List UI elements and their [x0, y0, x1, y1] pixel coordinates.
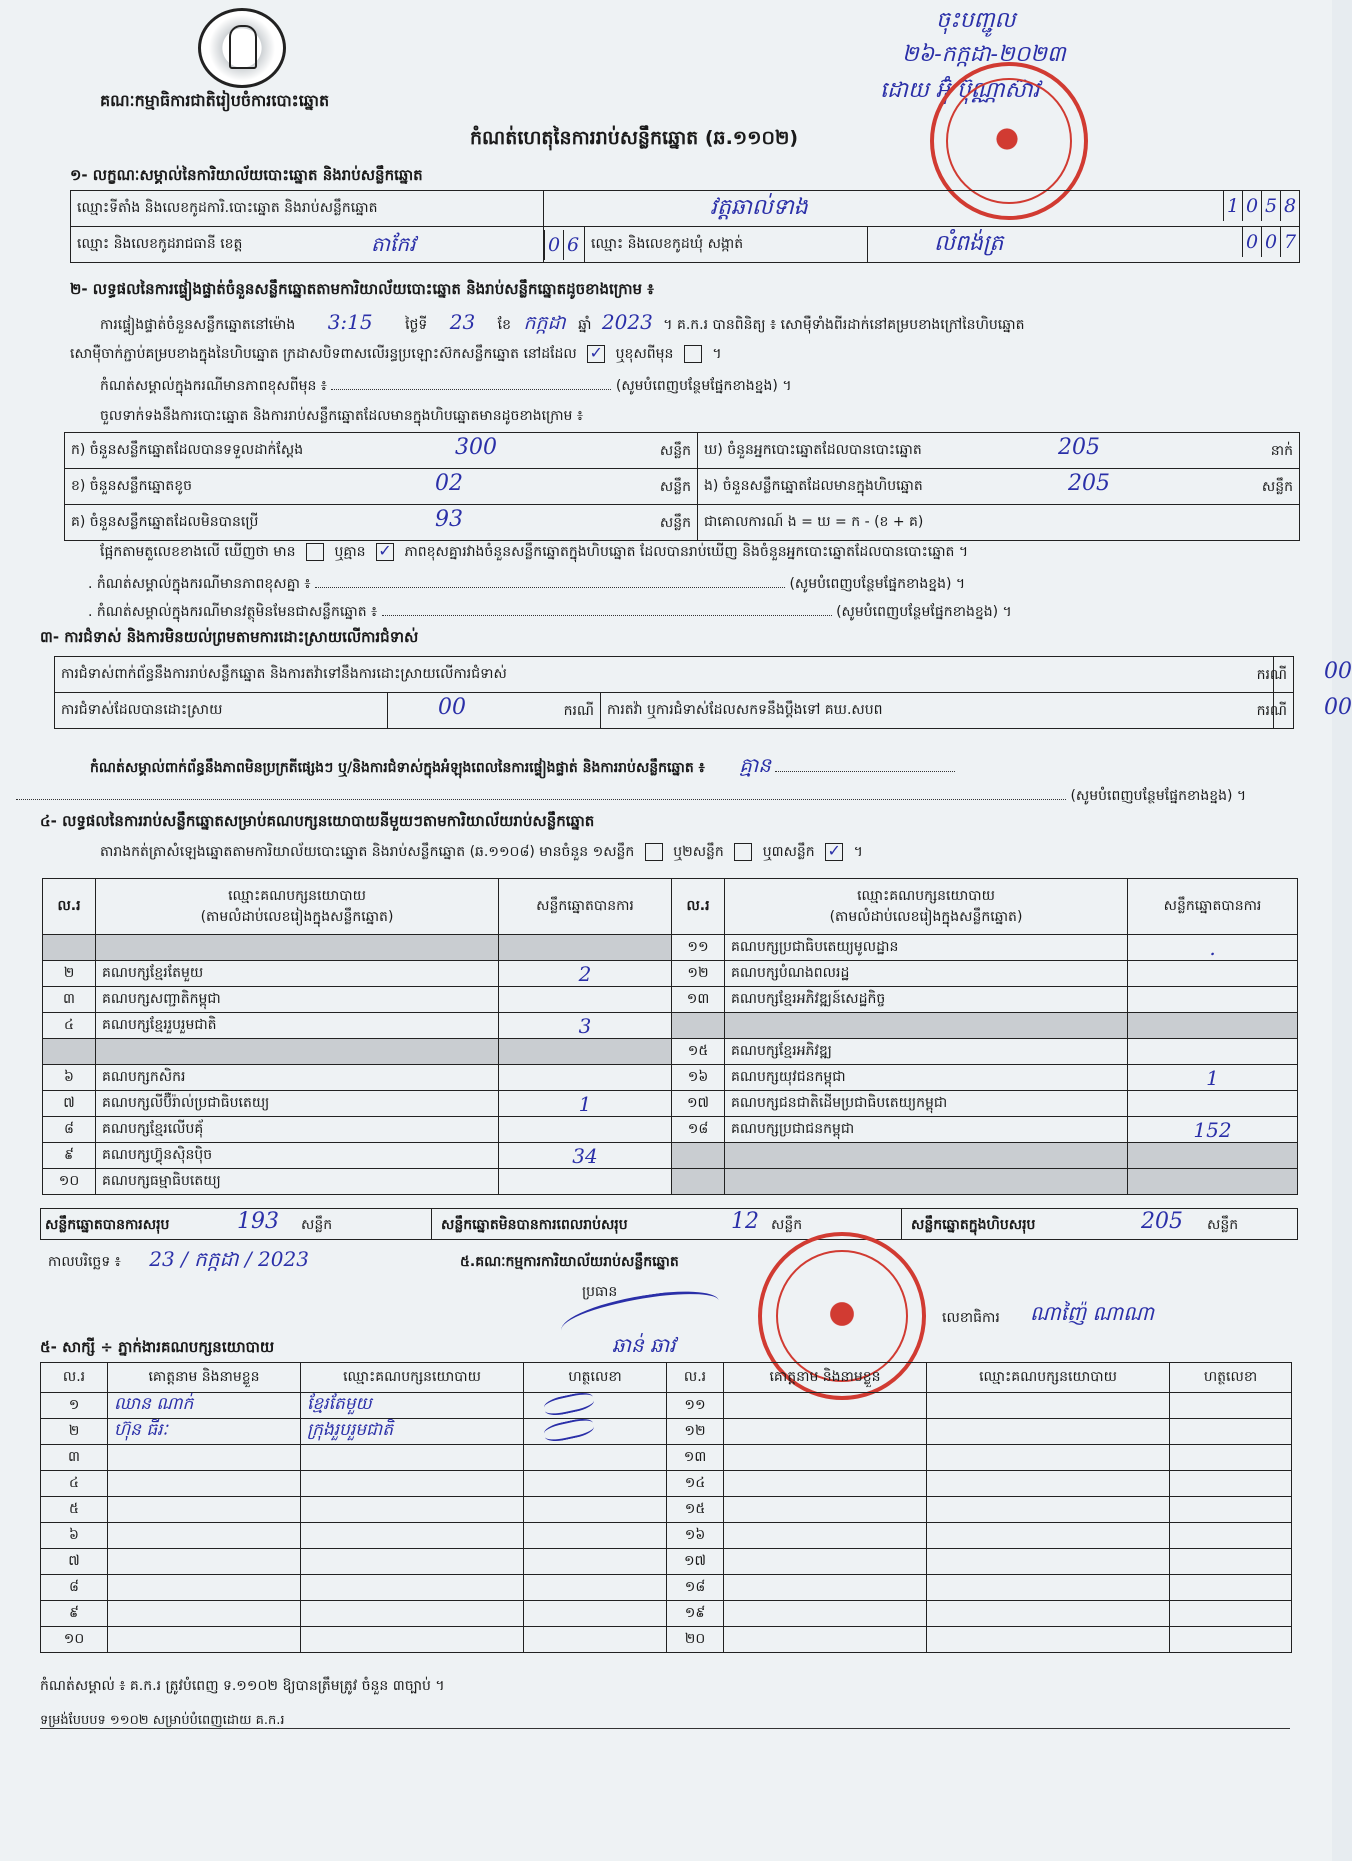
party-name: គណបក្សលីប៊ឺរ៉ាល់ប្រជាធិបតេយ្យ	[96, 1091, 499, 1117]
party-number: ១២	[672, 961, 725, 987]
party-number: ១៨	[672, 1117, 725, 1143]
witness-number: ១០	[41, 1627, 108, 1653]
party-name: គណបក្សបំណងពលរដ្ឋ	[725, 961, 1128, 987]
in-box-label: ង) ចំនួនសន្លឹកឆ្នោតដែលមានក្នុងហិបឆ្នោត	[704, 478, 923, 494]
total-in-box: 205	[1141, 1209, 1183, 1234]
witness-name	[108, 1445, 301, 1471]
witness-name	[108, 1523, 301, 1549]
party-number: ៤	[43, 1013, 96, 1039]
party-row	[43, 987, 1298, 1013]
party-row	[43, 1039, 1298, 1065]
witness-name	[108, 1497, 301, 1523]
checkbox-different[interactable]	[684, 345, 702, 363]
handwritten-note-3: ដោយ អ៊ុំ ប៊ុណ្ណាស៊ាវ	[880, 78, 1040, 103]
witness-number: ៨	[41, 1575, 108, 1601]
party-row	[43, 1143, 1298, 1169]
witness-row	[41, 1497, 1292, 1523]
witness-signature	[1170, 1419, 1292, 1445]
difference-remark: . កំណត់សម្គាល់ក្នុងករណីមានភាពខុសគ្នា ៖ (សូមបំពេញបន្ថែមផ្នែកខាងខ្នង) ។	[88, 576, 966, 592]
party-name: គណបក្សប្រជាជនកម្ពុជា	[725, 1117, 1128, 1143]
province-value: តាកែវ	[371, 232, 416, 256]
party-row	[43, 1169, 1298, 1195]
witness-name	[724, 1523, 927, 1549]
party-votes: .	[1128, 935, 1298, 961]
section1-title: ១- លក្ខណៈសម្គាល់នៃការិយាល័យបោះឆ្នោត និងរាប់សន្លឹកឆ្នោត	[70, 166, 423, 184]
party-votes: 1	[1128, 1065, 1298, 1091]
section4-title: ៤- លទ្ធផលនៃការរាប់សន្លឹកឆ្នោតសម្រាប់គណបក្សនយោបាយនីមួយៗតាមការិយាល័យរាប់សន្លឹកឆ្នោត	[40, 812, 595, 830]
party-number: ១៣	[672, 987, 725, 1013]
party-number: ៩	[43, 1143, 96, 1169]
witness-signature	[524, 1575, 667, 1601]
total-valid: 193	[237, 1209, 279, 1234]
witness-signature	[524, 1419, 667, 1445]
party-votes	[1128, 1091, 1298, 1117]
date-value: 23 / កក្កដា / 2023	[149, 1247, 309, 1271]
party-name: គណបក្សធម្មាធិបតេយ្យ	[96, 1169, 499, 1195]
party-row	[43, 935, 1298, 961]
party-number: ១១	[672, 935, 725, 961]
totals-line: សន្លឹកឆ្នោតបានការសរុប 193 សន្លឹក សន្លឹកឆ្នោតមិនបានការពេលរាប់សរុប 12 សន្លឹក សន្លឹកឆ្នោតក្នុងហិបសរុប 205 សន្លឹក	[40, 1208, 1298, 1240]
voters-label: ឃ) ចំនួនអ្នកបោះឆ្នោតដែលបានបោះឆ្នោត	[704, 442, 922, 458]
party-row	[43, 961, 1298, 987]
irregularity-note: កំណត់សម្គាល់ពាក់ព័ន្ធនឹងភាពមិនប្រក្រតីផ្សេងៗ ឬ/និងការជំទាស់ក្នុងអំឡុងពេលនៃការផ្ទៀងផ្ទាត់ និងការរាប់សន្លឹកឆ្នោត ៖ គ្មាន	[90, 752, 955, 782]
witness-signature	[524, 1627, 667, 1653]
footer-rule	[40, 1728, 1290, 1729]
unused-value: 93	[435, 507, 463, 532]
witness-party	[301, 1497, 524, 1523]
witness-party	[301, 1601, 524, 1627]
party-number	[672, 1169, 725, 1195]
witness-number: ១៧	[667, 1549, 724, 1575]
witness-signature	[524, 1497, 667, 1523]
witness-signature	[524, 1523, 667, 1549]
party-name: គណបក្សសញ្ជាតិកម្ពុជា	[96, 987, 499, 1013]
witness-number: ៦	[41, 1523, 108, 1549]
party-number: ២	[43, 961, 96, 987]
party-votes	[1128, 961, 1298, 987]
difference-note-line: កំណត់សម្គាល់ក្នុងករណីមានភាពខុសពីមុន ៖ (សូមបំពេញបន្ថែមផ្នែកខាងខ្នង) ។	[100, 378, 792, 394]
checkbox-three-sheets[interactable]: ✓	[825, 843, 843, 861]
objection-label: ការជំទាស់ពាក់ព័ន្ធនឹងការរាប់សន្លឹកឆ្នោត និងការតវ៉ាទៅនឹងការដោះស្រាយលើការជំទាស់	[55, 657, 1274, 693]
party-name: គណបក្សហ៊្វុនស៊ិនប៉ិច	[96, 1143, 499, 1169]
party-rows	[43, 935, 1298, 1195]
verify-month: កក្កដា	[523, 312, 566, 334]
witness-number: ១៩	[667, 1601, 724, 1627]
witness-signature	[1170, 1393, 1292, 1419]
party-number: ៣	[43, 987, 96, 1013]
witness-party	[927, 1497, 1170, 1523]
party-results-table: ល.រ ឈ្មោះគណបក្សនយោបាយ (តាមលំដាប់លេខរៀងក្នុងសន្លឹកឆ្នោត) សន្លឹកឆ្នោតបានការ ល.រ ឈ្មោះគណបក្សនយោបាយ (តាមលំដាប់លេខរៀងក្នុងសន្លឹកឆ្នោត) សន្លឹកឆ្នោតបានការ ១១ គណបក្សប្រជាធិបតេយ្យមូលដ្ឋាន . ២ គណបក្សខ្មែរតែមួយ 2 ១២ គណបក្សបំណងពលរដ្ឋ ៣ គណបក្សសញ្ជាតិកម្ពុជា ១៣ គណបក្សខ្មែរអភិវឌ្ឍន៍សេដ្ឋកិច្ច ៤ គណបក្សខ្មែររួបរួមជាតិ 3 ១៥ គណបក្សខ្មែរអភិវឌ្ឍ ៦ គណបក្សកសិករ ១៦ គណបក្សយុវជនកម្ពុជា 1 ៧ គណបក្សលីប៊ឺរ៉ាល់ប្រជាធិបតេយ្យ 1 ១៧ គណបក្សជនជាតិដើមប្រជាធិបតេយ្យកម្ពុជា ៨ គណបក្សខ្មែរលើបគ័ុ ១៨ គណបក្សប្រជាជនកម្ពុជា 152 ៩ គណបក្សហ៊្វុនស៊ិនប៉ិច 34 ១០ គណបក្សធម្មាធិបតេយ្យ	[42, 878, 1298, 1195]
party-votes	[1128, 987, 1298, 1013]
witness-signature	[1170, 1445, 1292, 1471]
chair-label: ប្រធាន	[582, 1284, 618, 1300]
witness-signature	[1170, 1471, 1292, 1497]
total-invalid: 12	[731, 1209, 759, 1234]
commune-code: 0 0 7	[1242, 227, 1299, 257]
in-box-value: 205	[1068, 471, 1110, 496]
witness-row	[41, 1523, 1292, 1549]
witness-number: ១៣	[667, 1445, 724, 1471]
location-value: វត្តឆាល់ទាង	[710, 194, 808, 220]
party-votes	[1128, 1143, 1298, 1169]
handwritten-note-2: ២៦-កក្កដា-២០២៣	[902, 42, 1066, 67]
witness-number: ១២	[667, 1419, 724, 1445]
witness-party	[927, 1393, 1170, 1419]
witness-number: ១៥	[667, 1497, 724, 1523]
witness-name	[108, 1601, 301, 1627]
received-label: ក) ចំនួនសន្លឹកឆ្នោតដែលបានទទួលដាក់ស្ដែង	[71, 442, 304, 458]
chair-signature: ឆាន់ ឆាវ	[612, 1333, 676, 1357]
verify-day: 23	[449, 310, 476, 334]
ballot-count-intro: ចួលទាក់ទងនឹងការបោះឆ្នោត និងការរាប់សន្លឹកឆ្នោតដែលមានក្នុងហិបឆ្នោតមានដូចខាងក្រោម ៖	[100, 408, 584, 424]
witness-party	[927, 1445, 1170, 1471]
verify-time: 3:15	[327, 310, 373, 334]
witness-number: ១៨	[667, 1575, 724, 1601]
party-number: ៧	[43, 1091, 96, 1117]
witness-party	[927, 1627, 1170, 1653]
party-name	[725, 1013, 1128, 1039]
commune-value: លំពង់ត្រ	[934, 230, 1004, 256]
resolved-value: 00	[438, 695, 466, 720]
party-row	[43, 1013, 1298, 1039]
seal-line: សោម៉ឺចាក់ភ្ជាប់គម្របខាងក្នុងនៃហិបឆ្នោត ក្រដាសបិទពាសលើរន្ធប្រឡោះស៊កសន្លឹកឆ្នោត នៅដដែល ✓ ឬខុសពីមុន ។	[70, 343, 722, 362]
voters-value: 205	[1058, 435, 1100, 460]
party-votes: 152	[1128, 1117, 1298, 1143]
witness-party: ខ្មែរតែមួយ	[301, 1393, 524, 1419]
party-votes: 1	[499, 1091, 672, 1117]
witness-party	[927, 1601, 1170, 1627]
party-votes: 2	[499, 961, 672, 987]
witness-party: ក្រុងរួបរួមជាតិ	[301, 1419, 524, 1445]
witness-number: ៥	[41, 1497, 108, 1523]
witness-number: ៧	[41, 1549, 108, 1575]
witness-row	[41, 1419, 1292, 1445]
witness-name	[108, 1575, 301, 1601]
witness-signature	[1170, 1549, 1292, 1575]
nec-emblem	[198, 8, 286, 88]
objection-table: ការជំទាស់ពាក់ព័ន្ធនឹងការរាប់សន្លឹកឆ្នោត និងការតវ៉ាទៅនឹងការដោះស្រាយលើការជំទាស់ 00 ករណី ការជំទាស់ដែលបានដោះស្រាយ 00 ករណី ការតវ៉ា ឬការជំទាស់ដែលសកទនឹងប្ដឹងទៅ គឃ.សបព 00 ករណី	[54, 656, 1294, 729]
witness-signature	[1170, 1601, 1292, 1627]
witness-name	[724, 1419, 927, 1445]
section2-title: ២- លទ្ធផលនៃការផ្ទៀងផ្ទាត់ចំនួនសន្លឹកឆ្នោតតាមការិយាល័យបោះឆ្នោត និងរាប់សន្លឹកឆ្នោតដូចខាងក្រោម ៖	[70, 280, 654, 298]
verify-year: 2023	[601, 310, 653, 334]
checkbox-one-sheet[interactable]	[645, 843, 663, 861]
irregularity-value: គ្មាន	[739, 753, 771, 777]
witness-party	[301, 1523, 524, 1549]
witness-signature	[1170, 1497, 1292, 1523]
location-code: 1 0 5 8	[1223, 191, 1299, 221]
checkbox-has-difference[interactable]	[306, 543, 324, 561]
party-number	[672, 1013, 725, 1039]
secretary-signature: ណាញ៉ៃ ណាណា	[1030, 1301, 1155, 1325]
spoiled-label: ខ) ចំនួនសន្លឹកឆ្នោតខូច	[71, 478, 192, 494]
party-number: ១៧	[672, 1091, 725, 1117]
witness-name	[724, 1497, 927, 1523]
irregularity-hint: (សូមបំពេញបន្ថែមផ្នែកខាងខ្នង) ។	[16, 786, 1246, 807]
witness-rows	[41, 1393, 1292, 1653]
party-votes	[499, 1169, 672, 1195]
party-votes	[1128, 1039, 1298, 1065]
ballot-count-table: ក) ចំនួនសន្លឹកឆ្នោតដែលបានទទួលដាក់ស្ដែង 300 សន្លឹក ឃ) ចំនួនអ្នកបោះឆ្នោតដែលបានបោះឆ្នោត 205 នាក់ ខ) ចំនួនសន្លឹកឆ្នោតខូច 02 សន្លឹក ង) ចំនួនសន្លឹកឆ្នោតដែលមានក្នុងហិបឆ្នោត 205 សន្លឹក គ) ចំនួនសន្លឹកឆ្នោតដែលមិនបានប្រើ 93 សន្លឹក ជាគោលការណ៍ ង = ឃ = ក - (ខ + គ)	[64, 432, 1300, 541]
formula: ជាគោលការណ៍ ង = ឃ = ក - (ខ + គ)	[698, 505, 1300, 541]
witness-name	[724, 1601, 927, 1627]
footer-note: កំណត់សម្គាល់ ៖ គ.ក.រ ត្រូវបំពេញ ទ.១១០២ ឱ្យបានត្រឹមត្រូវ ចំនួន ៣ច្បាប់ ។	[40, 1678, 445, 1694]
witness-row	[41, 1627, 1292, 1653]
witness-party	[927, 1471, 1170, 1497]
section5-title: ៥- សាក្សី ÷ ភ្នាក់ងារគណបក្សនយោបាយ	[40, 1338, 275, 1356]
witness-name: ហ៊ុន ធីរៈ	[108, 1419, 301, 1445]
witness-name	[724, 1549, 927, 1575]
party-number: ១៥	[672, 1039, 725, 1065]
party-votes	[499, 1039, 672, 1065]
party-name	[96, 935, 499, 961]
form-title: កំណត់ហេតុនៃការរាប់សន្លឹកឆ្នោត (ឆ.១១០២)	[470, 127, 799, 149]
checkbox-no-difference[interactable]: ✓	[376, 543, 394, 561]
handwritten-note-1: ចុះបញ្ជូល	[936, 8, 1016, 33]
party-name: គណបក្សខ្មែរលើបគ័ុ	[96, 1117, 499, 1143]
party-votes: 34	[499, 1143, 672, 1169]
party-number: ៨	[43, 1117, 96, 1143]
witness-party	[301, 1471, 524, 1497]
party-votes	[499, 1117, 672, 1143]
received-value: 300	[455, 435, 497, 460]
witness-number: ១៤	[667, 1471, 724, 1497]
appeal-value: 00	[1323, 695, 1352, 720]
witness-name: ឈាន ណាក់	[108, 1393, 301, 1419]
party-number	[672, 1143, 725, 1169]
witness-party	[927, 1523, 1170, 1549]
party-name: គណបក្សជនជាតិដើមប្រជាធិបតេយ្យកម្ពុជា	[725, 1091, 1128, 1117]
party-name: គណបក្សខ្មែរតែមួយ	[96, 961, 499, 987]
witness-number: ២០	[667, 1627, 724, 1653]
witness-name	[724, 1575, 927, 1601]
witness-number: ១១	[667, 1393, 724, 1419]
witness-signature	[524, 1393, 667, 1419]
witness-party	[301, 1627, 524, 1653]
objection-value: 00	[1323, 659, 1352, 684]
party-votes	[499, 935, 672, 961]
witness-row	[41, 1601, 1292, 1627]
party-row	[43, 1091, 1298, 1117]
appeal-label: ការតវ៉ា ឬការជំទាស់ដែលសកទនឹងប្ដឹងទៅ គឃ.សបព	[601, 693, 1274, 729]
party-votes	[1128, 1169, 1298, 1195]
witness-number: ៤	[41, 1471, 108, 1497]
checkbox-two-sheets[interactable]	[734, 843, 752, 861]
witness-party	[927, 1549, 1170, 1575]
party-votes: 3	[499, 1013, 672, 1039]
party-name: គណបក្សកសិករ	[96, 1065, 499, 1091]
witness-number: ៩	[41, 1601, 108, 1627]
section1-table	[70, 190, 1300, 263]
witness-party	[927, 1575, 1170, 1601]
witness-number: ៣	[41, 1445, 108, 1471]
witness-name	[724, 1445, 927, 1471]
party-name: គណបក្សយុវជនកម្ពុជា	[725, 1065, 1128, 1091]
party-number	[43, 935, 96, 961]
foreign-object-remark: . កំណត់សម្គាល់ក្នុងករណីមានវត្ថុមិនមែនជាសន្លឹកឆ្នោត ៖ (សូមបំពេញបន្ថែមផ្នែកខាងខ្នង) ។	[88, 604, 1012, 620]
witness-number: ២	[41, 1419, 108, 1445]
tally-sheet-line: តារាងកត់ត្រាសំឡេងឆ្នោតតាមការិយាល័យបោះឆ្នោត និងរាប់សន្លឹកឆ្នោត (ឆ.១១០៨) មានចំនួន ១សន្លឹក ឬ២សន្លឹក ឬ៣សន្លឹក ✓ ។	[100, 841, 863, 860]
witness-party	[301, 1575, 524, 1601]
province-code: 0 6	[544, 227, 585, 263]
witness-party	[927, 1419, 1170, 1445]
witness-name	[724, 1471, 927, 1497]
party-name	[96, 1039, 499, 1065]
witness-signature	[1170, 1575, 1292, 1601]
witness-party	[301, 1445, 524, 1471]
witness-signature	[524, 1445, 667, 1471]
witness-name	[108, 1471, 301, 1497]
party-name: គណបក្សខ្មែរអភិវឌ្ឍន៍សេដ្ឋកិច្ច	[725, 987, 1128, 1013]
party-number: ១០	[43, 1169, 96, 1195]
witness-signature	[1170, 1523, 1292, 1549]
province-label: ឈ្មោះ និងលេខកូដរាជធានី ខេត្ត	[77, 236, 243, 252]
resolved-label: ការជំទាស់ដែលបានដោះស្រាយ	[55, 693, 388, 729]
witness-name	[724, 1393, 927, 1419]
witness-signature	[524, 1549, 667, 1575]
org-name: គណៈកម្មាធិការជាតិរៀបចំការបោះឆ្នោត	[100, 91, 330, 110]
witness-row	[41, 1575, 1292, 1601]
party-votes	[499, 987, 672, 1013]
footer-form-ref: ទម្រង់បែបបទ ១១០២ សម្រាប់បំពេញដោយ គ.ក.រ	[40, 1713, 285, 1728]
checkbox-same[interactable]: ✓	[587, 345, 605, 363]
party-name: គណបក្សខ្មែររួបរួមជាតិ	[96, 1013, 499, 1039]
witness-name	[108, 1549, 301, 1575]
party-name	[725, 1143, 1128, 1169]
witness-signature	[1170, 1627, 1292, 1653]
witness-party	[301, 1549, 524, 1575]
unused-label: គ) ចំនួនសន្លឹកឆ្នោតដែលមិនបានប្រើ	[71, 514, 259, 530]
witness-row	[41, 1549, 1292, 1575]
signature-scribble	[543, 1389, 596, 1417]
witness-name	[724, 1627, 927, 1653]
party-name: គណបក្សខ្មែរអភិវឌ្ឍ	[725, 1039, 1128, 1065]
verification-line: ការផ្ទៀងផ្ទាត់ចំនួនសន្លឹកឆ្នោតនៅម៉ោង 3:15 ថ្ងៃទី 23 ខែ កក្កដា ឆ្នាំ 2023 ។ គ.ក.រ បានពិនិត្យ ៖ សោម៉ឺទាំងពីរដាក់នៅគម្របខាងក្រៅនៃហិបឆ្នោត	[100, 310, 1025, 334]
party-row	[43, 1065, 1298, 1091]
signature-scribble	[543, 1415, 596, 1443]
discrepancy-line: ផ្អែកតាមតួលេខខាងលើ ឃើញថា មាន ឬគ្មាន ✓ ភាពខុសគ្នារវាងចំនួនសន្លឹកឆ្នោតក្នុងហិបឆ្នោត ដែលបានរាប់ឃើញ និងចំនួនអ្នកបោះឆ្នោតដែលបានបោះឆ្នោត ។	[100, 541, 969, 560]
witness-number: ១៦	[667, 1523, 724, 1549]
party-row	[43, 1117, 1298, 1143]
witness-row	[41, 1393, 1292, 1419]
party-name: គណបក្សប្រជាធិបតេយ្យមូលដ្ឋាន	[725, 935, 1128, 961]
witness-row	[41, 1471, 1292, 1497]
section3-title: ៣- ការជំទាស់ និងការមិនយល់ព្រមតាមការដោះស្រាយលើការជំទាស់	[40, 628, 419, 646]
party-number: ១៦	[672, 1065, 725, 1091]
witness-table: ល.រ គោត្តនាម និងនាមខ្លួន ឈ្មោះគណបក្សនយោបាយ ហត្ថលេខា ល.រ គោត្តនាម និងនាមខ្លួន ឈ្មោះគណបក្សនយោបាយ ហត្ថលេខា ១ ឈាន ណាក់ ខ្មែរតែមួយ ១១ ២ ហ៊ុន ធីរៈ ក្រុងរួបរួមជាតិ ១២ ៣ ១៣ ៤ ១៤ ៥ ១៥ ៦ ១៦ ៧ ១៧ ៨ ១៨ ៩ ១៩ ១០ ២០	[40, 1362, 1292, 1653]
party-votes	[499, 1065, 672, 1091]
witness-row	[41, 1445, 1292, 1471]
committee-label: ៥.គណៈកម្មការការិយាល័យរាប់សន្លឹកឆ្នោត	[460, 1254, 679, 1270]
witness-name	[108, 1627, 301, 1653]
location-label: ឈ្មោះទីតាំង និងលេខកូដការិ.បោះឆ្នោត និងរាប់សន្លឹកឆ្នោត	[71, 191, 544, 227]
secretary-label: លេខាធិការ	[942, 1310, 1000, 1326]
spoiled-value: 02	[435, 471, 463, 496]
commune-label: ឈ្មោះ និងលេខកូដឃុំ សង្កាត់	[585, 227, 868, 263]
party-number: ៦	[43, 1065, 96, 1091]
party-votes	[1128, 1013, 1298, 1039]
witness-number: ១	[41, 1393, 108, 1419]
party-name	[725, 1169, 1128, 1195]
witness-signature	[524, 1601, 667, 1627]
date-line: កាលបរិច្ឆេទ ៖ 23 / កក្កដា / 2023	[48, 1247, 309, 1271]
witness-signature	[524, 1471, 667, 1497]
party-number	[43, 1039, 96, 1065]
